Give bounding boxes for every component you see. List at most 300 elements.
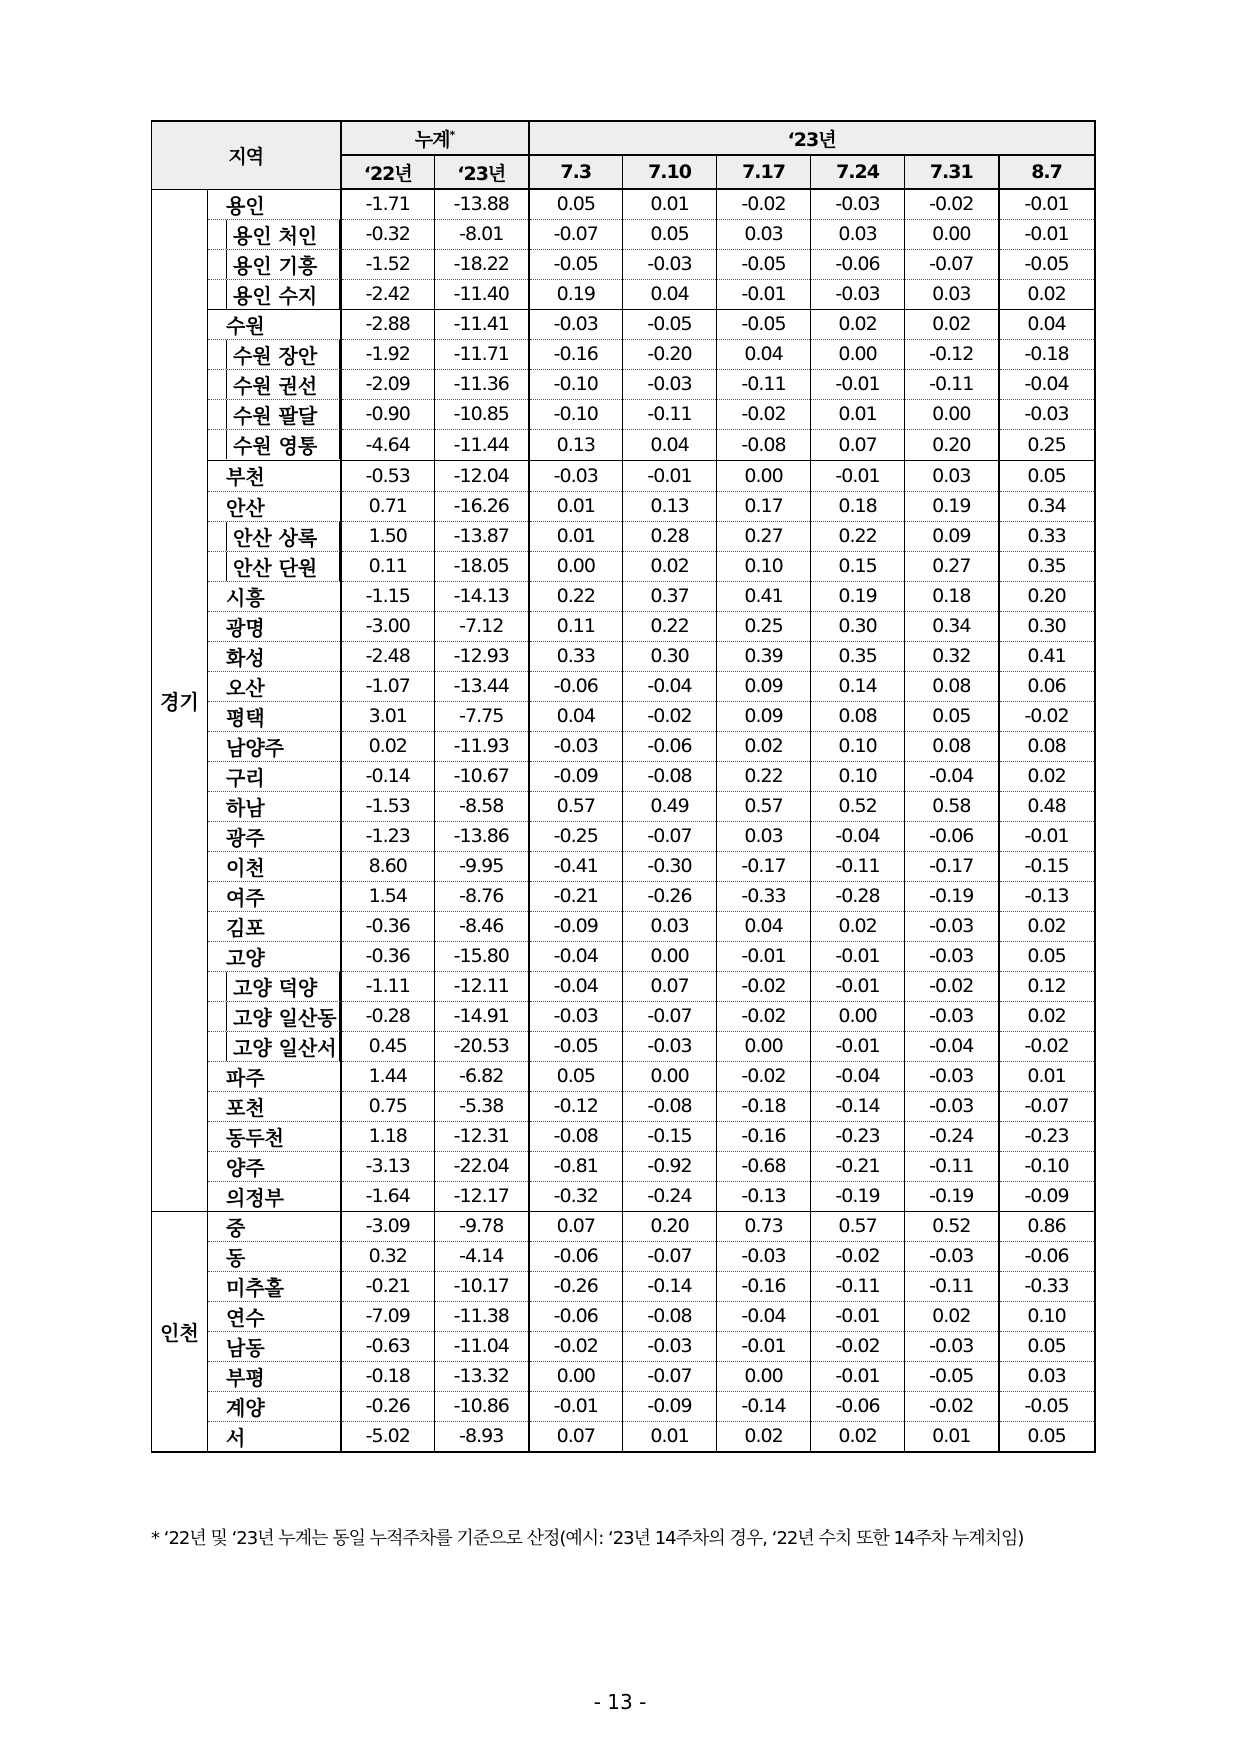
region-name: 수원	[208, 309, 341, 339]
subregion-name	[208, 429, 341, 460]
region-name: 여주	[208, 881, 341, 911]
weekly-cell: -0.05	[529, 1031, 623, 1061]
weekly-cell: 0.05	[529, 189, 623, 219]
cumulative-cell: -11.41	[435, 309, 529, 339]
region-name: 연수	[208, 1301, 341, 1331]
weekly-cell: -0.07	[623, 1241, 717, 1271]
weekly-cell: 0.02	[811, 309, 905, 339]
weekly-cell: 0.14	[811, 671, 905, 701]
weekly-cell: -0.04	[999, 369, 1095, 399]
cumulative-cell: -4.14	[435, 1241, 529, 1271]
weekly-cell: 0.11	[529, 611, 623, 641]
cumulative-cell: 8.60	[341, 851, 435, 881]
weekly-cell: -0.08	[717, 429, 811, 460]
weekly-cell: -0.03	[905, 911, 999, 941]
weekly-cell: 0.12	[999, 971, 1095, 1001]
weekly-cell: -0.03	[623, 1331, 717, 1361]
weekly-cell: 0.02	[811, 1421, 905, 1452]
weekly-cell: 0.19	[811, 581, 905, 611]
cumulative-cell: -8.46	[435, 911, 529, 941]
table-row	[152, 941, 1095, 971]
weekly-cell: 0.18	[811, 491, 905, 521]
cumulative-cell: -12.17	[435, 1181, 529, 1211]
subregion-name	[208, 521, 341, 551]
cumulative-cell: -22.04	[435, 1151, 529, 1181]
weekly-cell: 0.01	[623, 1421, 717, 1452]
weekly-cell: 0.28	[623, 521, 717, 551]
cumulative-cell: -10.86	[435, 1391, 529, 1421]
weekly-cell: -0.03	[905, 1001, 999, 1031]
weekly-cell: 0.00	[717, 1031, 811, 1061]
weekly-cell: -0.18	[999, 339, 1095, 369]
weekly-cell: -0.12	[905, 339, 999, 369]
subregion-name	[208, 369, 341, 399]
cumulative-cell: 0.32	[341, 1241, 435, 1271]
weekly-cell: -0.02	[811, 1331, 905, 1361]
weekly-cell: -0.14	[811, 1091, 905, 1121]
weekly-cell: -0.41	[529, 851, 623, 881]
table-body	[152, 189, 1095, 1452]
weekly-cell: 0.19	[905, 491, 999, 521]
cumulative-cell: -2.09	[341, 369, 435, 399]
weekly-cell: -0.01	[811, 369, 905, 399]
weekly-cell: -0.33	[999, 1271, 1095, 1301]
subregion-name	[208, 971, 341, 1001]
weekly-cell: -0.07	[529, 219, 623, 249]
cumulative-cell: -7.09	[341, 1301, 435, 1331]
weekly-cell: 0.00	[623, 1061, 717, 1091]
subregion-label: 안산 상록	[226, 522, 340, 551]
weekly-cell: 0.02	[999, 279, 1095, 309]
weekly-cell: -0.03	[811, 189, 905, 219]
cumulative-cell: -1.23	[341, 821, 435, 851]
cumulative-cell: -11.04	[435, 1331, 529, 1361]
cumulative-cell: 1.18	[341, 1121, 435, 1151]
weekly-cell: -0.03	[623, 369, 717, 399]
cumulative-cell: -12.04	[435, 460, 529, 491]
weekly-cell: 0.03	[717, 821, 811, 851]
cumulative-cell: -15.80	[435, 941, 529, 971]
weekly-cell: -0.15	[999, 851, 1095, 881]
week-header: 7.17	[717, 155, 811, 189]
weekly-cell: -0.01	[811, 1031, 905, 1061]
cumulative-cell: -7.12	[435, 611, 529, 641]
weekly-cell: -0.11	[811, 1271, 905, 1301]
region-name: 양주	[208, 1151, 341, 1181]
weekly-cell: 0.10	[811, 731, 905, 761]
weekly-cell: -0.21	[811, 1151, 905, 1181]
weekly-cell: -0.03	[905, 941, 999, 971]
table-row	[152, 701, 1095, 731]
cumulative-cell: -1.07	[341, 671, 435, 701]
cumulative-cell: 3.01	[341, 701, 435, 731]
cumulative-cell: -3.09	[341, 1211, 435, 1241]
weekly-change-table	[151, 120, 1096, 1453]
weekly-cell: -0.07	[623, 1001, 717, 1031]
weekly-cell: 0.00	[717, 460, 811, 491]
page-number: - 13 -	[593, 1690, 647, 1714]
weekly-cell: 0.17	[717, 491, 811, 521]
weekly-cell: 0.00	[717, 1361, 811, 1391]
weekly-cell: 0.25	[999, 429, 1095, 460]
cumulative-cell: -13.86	[435, 821, 529, 851]
cumulative-cell: -11.38	[435, 1301, 529, 1331]
region-name: 남양주	[208, 731, 341, 761]
table-row	[152, 1091, 1095, 1121]
weekly-cell: 0.33	[999, 521, 1095, 551]
cumulative-cell: -11.36	[435, 369, 529, 399]
table-row	[152, 1391, 1095, 1421]
weekly-cell: 0.08	[811, 701, 905, 731]
table-row	[152, 309, 1095, 339]
cumulative-cell: -7.75	[435, 701, 529, 731]
weekly-cell: -0.06	[529, 671, 623, 701]
weekly-cell: 0.49	[623, 791, 717, 821]
subregion-name	[208, 1001, 341, 1031]
weekly-cell: 0.37	[623, 581, 717, 611]
cumulative-cell: -13.44	[435, 671, 529, 701]
col-23-header: ‘23년	[435, 155, 529, 189]
weekly-cell: -0.02	[623, 701, 717, 731]
week-header: 7.24	[811, 155, 905, 189]
weekly-cell: -0.13	[999, 881, 1095, 911]
weekly-cell: -0.25	[529, 821, 623, 851]
table-row	[152, 279, 1095, 309]
subregion-name	[208, 339, 341, 369]
region-name: 계양	[208, 1391, 341, 1421]
weekly-cell: 0.05	[999, 1331, 1095, 1361]
weekly-cell: -0.09	[529, 911, 623, 941]
cumulative-cell: 1.54	[341, 881, 435, 911]
subregion-label: 고양 덕양	[226, 972, 340, 1001]
weekly-cell: -0.07	[623, 821, 717, 851]
cumulative-cell: -3.13	[341, 1151, 435, 1181]
weekly-cell: -0.10	[529, 369, 623, 399]
table-row	[152, 1151, 1095, 1181]
weekly-cell: 0.22	[623, 611, 717, 641]
weekly-cell: -0.19	[811, 1181, 905, 1211]
table-row	[152, 641, 1095, 671]
cumulative-cell: 1.44	[341, 1061, 435, 1091]
weekly-cell: -0.03	[529, 460, 623, 491]
weekly-cell: -0.07	[905, 249, 999, 279]
weekly-cell: -0.14	[623, 1271, 717, 1301]
table-row	[152, 189, 1095, 219]
cumulative-cell: -10.67	[435, 761, 529, 791]
subregion-name	[208, 249, 341, 279]
cumulative-cell: -0.28	[341, 1001, 435, 1031]
weekly-cell: -0.10	[999, 1151, 1095, 1181]
weekly-cell: -0.04	[811, 1061, 905, 1091]
table-row	[152, 219, 1095, 249]
subregion-label: 수원 영통	[226, 430, 340, 459]
cumulative-cell: -20.53	[435, 1031, 529, 1061]
cumulative-cell: -14.13	[435, 581, 529, 611]
cumulative-cell: -1.71	[341, 189, 435, 219]
weekly-cell: 0.04	[623, 429, 717, 460]
table-row	[152, 1421, 1095, 1452]
cumulative-cell: -0.90	[341, 399, 435, 429]
weekly-cell: 0.02	[717, 1421, 811, 1452]
weekly-cell: -0.16	[529, 339, 623, 369]
weekly-cell: -0.32	[529, 1181, 623, 1211]
weekly-cell: -0.11	[905, 1271, 999, 1301]
cumulative-cell: -0.18	[341, 1361, 435, 1391]
cumulative-cell: 0.45	[341, 1031, 435, 1061]
weekly-cell: -0.03	[623, 249, 717, 279]
weekly-cell: 0.01	[623, 189, 717, 219]
cumulative-cell: -14.91	[435, 1001, 529, 1031]
weekly-cell: 0.00	[811, 1001, 905, 1031]
weekly-cell: 0.05	[623, 219, 717, 249]
subregion-label: 수원 장안	[226, 340, 340, 369]
region-name: 부평	[208, 1361, 341, 1391]
weekly-cell: 0.20	[905, 429, 999, 460]
weekly-cell: -0.08	[623, 1091, 717, 1121]
weekly-cell: 0.10	[811, 761, 905, 791]
table-row	[152, 1271, 1095, 1301]
subregion-name	[208, 399, 341, 429]
table-row	[152, 1241, 1095, 1271]
weekly-cell: -0.01	[999, 219, 1095, 249]
cumulative-cell: -12.11	[435, 971, 529, 1001]
weekly-cell: -0.13	[717, 1181, 811, 1211]
region-name: 포천	[208, 1091, 341, 1121]
weekly-cell: 0.52	[811, 791, 905, 821]
cumulative-cell: -3.00	[341, 611, 435, 641]
weekly-cell: -0.11	[811, 851, 905, 881]
weekly-cell: -0.15	[623, 1121, 717, 1151]
subregion-name	[208, 279, 341, 309]
weekly-cell: 0.07	[623, 971, 717, 1001]
region-name: 화성	[208, 641, 341, 671]
subregion-name	[208, 219, 341, 249]
cumulative-cell: -1.11	[341, 971, 435, 1001]
cumulative-cell: -13.32	[435, 1361, 529, 1391]
weekly-cell: -0.04	[529, 971, 623, 1001]
region-name: 평택	[208, 701, 341, 731]
weekly-cell: -0.03	[905, 1331, 999, 1361]
weekly-cell: 0.13	[623, 491, 717, 521]
table-row	[152, 491, 1095, 521]
weekly-cell: -0.18	[717, 1091, 811, 1121]
weekly-cell: 0.04	[717, 911, 811, 941]
subregion-label: 수원 권선	[226, 370, 340, 399]
weekly-cell: -0.02	[717, 1001, 811, 1031]
weekly-cell: 0.41	[999, 641, 1095, 671]
weekly-cell: -0.11	[905, 1151, 999, 1181]
region-name: 김포	[208, 911, 341, 941]
weekly-cell: 0.01	[905, 1421, 999, 1452]
weekly-cell: -0.08	[623, 1301, 717, 1331]
table-row	[152, 1331, 1095, 1361]
weekly-cell: -0.26	[623, 881, 717, 911]
weekly-cell: 0.30	[623, 641, 717, 671]
weekly-cell: -0.04	[529, 941, 623, 971]
weekly-cell: 0.33	[529, 641, 623, 671]
cumulative-cell: -2.48	[341, 641, 435, 671]
weekly-cell: -0.05	[999, 249, 1095, 279]
weekly-cell: -0.03	[905, 1061, 999, 1091]
weekly-cell: 0.73	[717, 1211, 811, 1241]
weekly-cell: -0.02	[905, 189, 999, 219]
subregion-label: 고양 일산동	[226, 1002, 340, 1031]
cumulative-cell: -1.15	[341, 581, 435, 611]
table-row	[152, 249, 1095, 279]
weekly-cell: 0.57	[717, 791, 811, 821]
cumulative-cell: -0.26	[341, 1391, 435, 1421]
weekly-cell: 0.52	[905, 1211, 999, 1241]
weekly-cell: 0.02	[999, 761, 1095, 791]
cumulative-cell: 0.71	[341, 491, 435, 521]
weekly-cell: 0.10	[999, 1301, 1095, 1331]
weekly-cell: -0.14	[717, 1391, 811, 1421]
weekly-cell: -0.17	[717, 851, 811, 881]
weekly-cell: 0.22	[717, 761, 811, 791]
subregion-label: 안산 단원	[226, 552, 340, 581]
weekly-cell: 0.05	[999, 1421, 1095, 1452]
subregion-label: 고양 일산서	[226, 1032, 340, 1061]
weekly-cell: 0.22	[529, 581, 623, 611]
weekly-cell: -0.01	[811, 1301, 905, 1331]
weekly-cell: 0.30	[999, 611, 1095, 641]
weekly-cell: 0.41	[717, 581, 811, 611]
weekly-cell: 0.22	[811, 521, 905, 551]
weekly-cell: -0.01	[811, 460, 905, 491]
cumulative-cell: -0.32	[341, 219, 435, 249]
cumulative-cell: -11.71	[435, 339, 529, 369]
weekly-cell: -0.03	[717, 1241, 811, 1271]
weekly-cell: -0.92	[623, 1151, 717, 1181]
cumulative-cell: -18.05	[435, 551, 529, 581]
weekly-cell: 0.07	[529, 1211, 623, 1241]
weekly-cell: -0.03	[529, 1001, 623, 1031]
weekly-cell: -0.02	[999, 701, 1095, 731]
cumulative-cell: -0.53	[341, 460, 435, 491]
weekly-cell: 0.18	[905, 581, 999, 611]
weekly-cell: 0.00	[905, 399, 999, 429]
weekly-cell: -0.12	[529, 1091, 623, 1121]
weekly-cell: -0.08	[623, 761, 717, 791]
weekly-cell: 0.03	[905, 460, 999, 491]
subregion-label: 수원 팔달	[226, 400, 340, 429]
cumulative-cell: 0.02	[341, 731, 435, 761]
weekly-cell: -0.24	[623, 1181, 717, 1211]
week-header: 7.31	[905, 155, 999, 189]
weekly-cell: 0.34	[999, 491, 1095, 521]
weekly-cell: -0.06	[529, 1241, 623, 1271]
weekly-cell: -0.03	[811, 279, 905, 309]
weekly-cell: -0.04	[905, 1031, 999, 1061]
weekly-cell: -0.68	[717, 1151, 811, 1181]
weekly-cell: 0.01	[999, 1061, 1095, 1091]
weekly-cell: -0.81	[529, 1151, 623, 1181]
cumulative-cell: -6.82	[435, 1061, 529, 1091]
weekly-cell: 0.02	[999, 911, 1095, 941]
province-label: 인천	[152, 1211, 208, 1452]
weekly-cell: 0.35	[811, 641, 905, 671]
weekly-cell: -0.08	[529, 1121, 623, 1151]
weekly-cell: 0.39	[717, 641, 811, 671]
subregion-label: 용인 처인	[226, 220, 340, 249]
weekly-cell: 0.02	[623, 551, 717, 581]
weekly-cell: -0.09	[529, 761, 623, 791]
table-row	[152, 821, 1095, 851]
weekly-cell: -0.09	[623, 1391, 717, 1421]
cumulative-cell: -5.02	[341, 1421, 435, 1452]
weekly-cell: 0.01	[811, 399, 905, 429]
cumulative-cell: -2.42	[341, 279, 435, 309]
weekly-cell: -0.23	[999, 1121, 1095, 1151]
weekly-cell: -0.01	[529, 1391, 623, 1421]
cumulative-cell: -13.87	[435, 521, 529, 551]
table-row	[152, 731, 1095, 761]
weekly-cell: 0.08	[905, 731, 999, 761]
table-row	[152, 1031, 1095, 1061]
weekly-cell: -0.02	[905, 1391, 999, 1421]
cumulative-cell: -10.85	[435, 399, 529, 429]
region-name: 하남	[208, 791, 341, 821]
weekly-cell: 0.48	[999, 791, 1095, 821]
cumulative-cell: -1.53	[341, 791, 435, 821]
weekly-cell: -0.02	[717, 399, 811, 429]
table-row	[152, 460, 1095, 491]
table-row	[152, 1001, 1095, 1031]
cumulative-cell: -11.40	[435, 279, 529, 309]
region-name: 미추홀	[208, 1271, 341, 1301]
weekly-cell: -0.02	[529, 1331, 623, 1361]
region-name: 안산	[208, 491, 341, 521]
weekly-cell: 0.08	[999, 731, 1095, 761]
weekly-cell: 0.05	[529, 1061, 623, 1091]
table-row	[152, 339, 1095, 369]
region-name: 서	[208, 1421, 341, 1452]
weekly-cell: 0.07	[811, 429, 905, 460]
week-header: 8.7	[999, 155, 1095, 189]
subregion-label: 용인 수지	[226, 280, 340, 309]
weekly-cell: -0.06	[905, 821, 999, 851]
weekly-cell: -0.07	[999, 1091, 1095, 1121]
weekly-cell: -0.01	[623, 460, 717, 491]
region-name: 오산	[208, 671, 341, 701]
subregion-name	[208, 551, 341, 581]
weekly-cell: -0.19	[905, 881, 999, 911]
weekly-cell: -0.03	[905, 1241, 999, 1271]
cumulative-cell: -0.36	[341, 911, 435, 941]
table-row	[152, 971, 1095, 1001]
cumulative-cell: -0.36	[341, 941, 435, 971]
table-row	[152, 1211, 1095, 1241]
cumulative-cell: -9.95	[435, 851, 529, 881]
weekly-cell: 0.04	[623, 279, 717, 309]
weekly-cell: -0.21	[529, 881, 623, 911]
weekly-cell: -0.02	[811, 1241, 905, 1271]
weekly-cell: 0.35	[999, 551, 1095, 581]
table-row	[152, 429, 1095, 460]
weekly-cell: -0.01	[811, 1361, 905, 1391]
weekly-cell: 0.09	[905, 521, 999, 551]
weekly-cell: -0.19	[905, 1181, 999, 1211]
cumulative-cell: -12.93	[435, 641, 529, 671]
weekly-cell: -0.03	[529, 309, 623, 339]
weekly-cell: -0.03	[905, 1091, 999, 1121]
weekly-cell: 0.86	[999, 1211, 1095, 1241]
table-row	[152, 399, 1095, 429]
cumulative-cell: -1.92	[341, 339, 435, 369]
weekly-cell: 0.02	[811, 911, 905, 941]
weekly-cell: 0.04	[999, 309, 1095, 339]
region-name: 부천	[208, 460, 341, 491]
